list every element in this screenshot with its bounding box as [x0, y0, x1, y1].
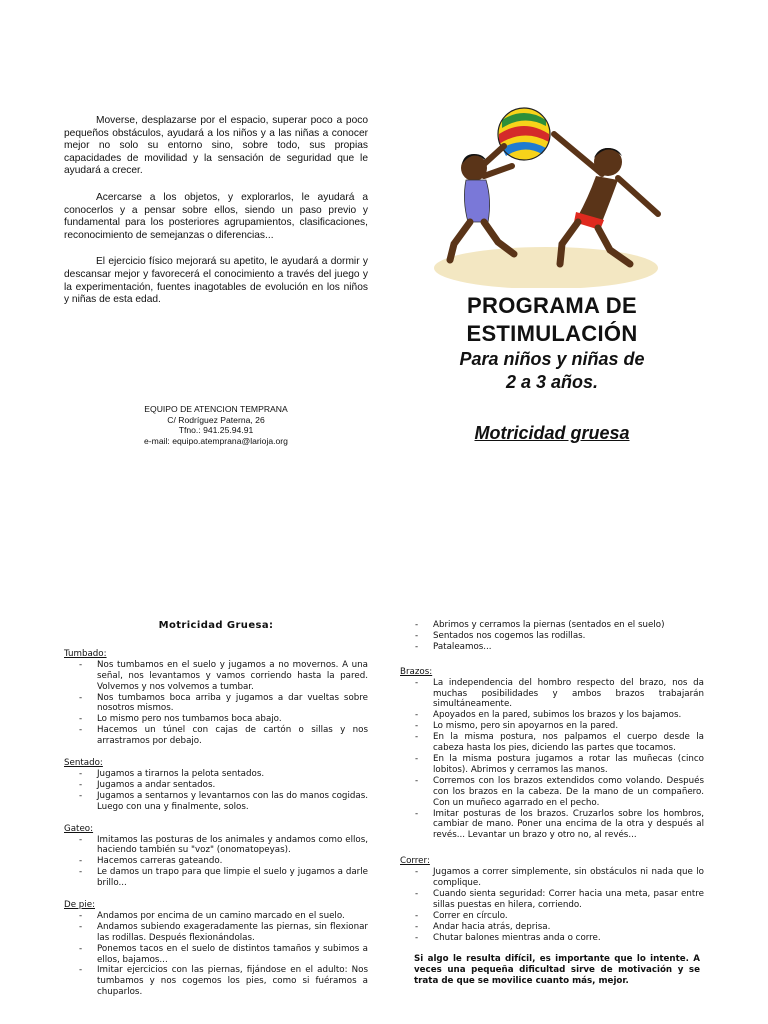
contact-block [96, 404, 336, 446]
section-title: Correr: [400, 856, 430, 867]
list-item: - Imitamos las posturas de los animales y andamos como ellos, haciendo también su "voz" (onomatopeyas). [64, 835, 368, 857]
intro-text [64, 115, 368, 321]
list-item: - Chutar balones mientras anda o corre. [400, 933, 704, 944]
left-child [450, 146, 514, 260]
list-item: - Jugamos a correr simplemente, sin obstáculos ni nada que lo complique. [400, 867, 704, 889]
list-item: - Corremos con los brazos extendidos como volando. Después con los brazos en la cabeza. De la mano de un compañero. Con un muñeco agarrado en el pecho. [400, 776, 704, 809]
section-title: Tumbado: [64, 648, 107, 659]
left-column [64, 621, 368, 1009]
section-tumbado [64, 649, 368, 747]
right-child [554, 134, 658, 264]
section-de-pie [64, 900, 368, 998]
list-item: - Ponemos tacos en el suelo de distintos tamaños y subimos a ellos, bajamos... [64, 944, 368, 966]
final-note: Si algo le resulta difícil, es importante que lo intente. A veces una pequeña dificultad sirve de motivación y se trata de que se movilice cuanto más, mejor. [414, 954, 700, 987]
contact-team: EQUIPO DE ATENCION TEMPRANA [144, 404, 288, 414]
section-title: Sentado: [64, 758, 103, 769]
section-title: De pie: [64, 900, 95, 911]
section-title: Brazos: [400, 666, 433, 677]
children-ball-illustration [432, 104, 664, 288]
list-item: - Lo mismo pero nos tumbamos boca abajo. [64, 714, 368, 725]
list-item: - Nos tumbamos boca arriba y jugamos a dar vueltas sobre nosotros mismos. [64, 693, 368, 715]
list-item: - Jugamos a tirarnos la pelota sentados. [64, 769, 368, 780]
beach-ball-icon [498, 108, 550, 160]
list-item: - Imitar posturas de los brazos. Cruzarlos sobre los hombros, cambiar de mano. Poner una encima de la otra y después al revés... Levantar un brazo y otro no, al revés... [400, 809, 704, 842]
list-item: - Cuando sienta seguridad: Correr hacia una meta, pasar entre sillas puestas en hilera, corriendo. [400, 889, 704, 911]
contact-email: e-mail: equipo.atemprana@larioja.org [144, 435, 288, 446]
list-item: - Abrimos y cerramos la piernas (sentados en el suelo) [400, 620, 704, 631]
section-correr [400, 856, 704, 943]
title-line-2: ESTIMULACIÓN [466, 321, 638, 346]
list-item: - Jugamos a sentarnos y levantarnos con las do manos cogidas. Luego con una y finalmente, solos. [64, 791, 368, 813]
program-title [412, 292, 692, 394]
list-item: - Andar hacia atrás, deprisa. [400, 922, 704, 933]
title-line-4: 2 a 3 años. [505, 372, 599, 392]
program-subtitle: Motricidad gruesa [474, 423, 630, 443]
list-item: - En la misma postura jugamos a rotar las muñecas (cinco lobitos). Abrimos y cerramos las manos. [400, 754, 704, 776]
list-item: - Pataleamos... [400, 642, 704, 653]
list-item: - Correr en círculo. [400, 911, 704, 922]
title-line-3: Para niños y niñas de [459, 349, 645, 369]
list-item: - Le damos un trapo para que limpie el suelo y jugamos a darle brillo... [64, 867, 368, 889]
contact-phone: Tfno.: 941.25.94.91 [178, 425, 254, 436]
intro-paragraph: Acercarse a los objetos, y explorarlos, le ayudará a conocerlos y a pensar sobre ellos, siendo un paso previo y fundamental para los posteriores agrupamientos, clasificaciones, reconocimiento de semejanzas o diferencias... [64, 191, 368, 241]
list-item: - Hacemos un túnel con cajas de cartón o sillas y nos arrastramos por debajo. [64, 725, 368, 747]
list-item: - Andamos subiendo exageradamente las piernas, sin flexionar las rodillas. Después flexionándolas. [64, 922, 368, 944]
list-item: - Jugamos a andar sentados. [64, 780, 368, 791]
right-column [400, 620, 704, 996]
section-sentado [64, 758, 368, 813]
list-item: - La independencia del hombro respecto del brazo, nos da muchas posibilidades y ambos brazos trabajarán simultáneamente. [400, 678, 704, 711]
intro-paragraph: Moverse, desplazarse por el espacio, superar poco a poco pequeños obstáculos, ayudará a los niños y a las niñas a conocer mejor no solo su entorno sino, sobre todo, sus propias capacidades de movilidad y la sensación de seguridad que le ayudará a crecer. [64, 115, 368, 177]
section-title: Gateo: [64, 823, 94, 834]
section-continuation [400, 620, 704, 653]
list-item: - Sentados nos cogemos las rodillas. [400, 631, 704, 642]
intro-paragraph: El ejercicio físico mejorará su apetito, le ayudará a dormir y descansar mejor y favorecerá el conocimiento a través del juego y la experimentación, fuentes inagotables de evolución en los niños y niñas de esta edad. [64, 256, 368, 306]
list-item: - Andamos por encima de un camino marcado en el suelo. [64, 911, 368, 922]
list-item: - Lo mismo, pero sin apoyarnos en la pared. [400, 721, 704, 732]
list-item: - Apoyados en la pared, subimos los brazos y los bajamos. [400, 710, 704, 721]
list-item: - Hacemos carreras gateando. [64, 856, 368, 867]
title-line-1: PROGRAMA DE [467, 293, 637, 318]
list-item: - Imitar ejercicios con las piernas, fijándose en el adulto: Nos tumbamos y nos cogemos los pies, como si fuéramos a chuparlos. [64, 965, 368, 998]
list-item: - En la misma postura, nos palpamos el cuerpo desde la cabeza hasta los pies, diciendo las partes que tocamos. [400, 732, 704, 754]
section-brazos [400, 667, 704, 842]
contact-address: C/ Rodríguez Paterna, 26 [167, 414, 265, 425]
section-gateo [64, 824, 368, 889]
list-item: - Nos tumbamos en el suelo y jugamos a no movernos. A una señal, nos levantamos y vamos corriendo hasta la pared. Volvemos y nos volvemos a tumbar. [64, 660, 368, 693]
left-heading: Motricidad Gruesa: [158, 620, 274, 631]
